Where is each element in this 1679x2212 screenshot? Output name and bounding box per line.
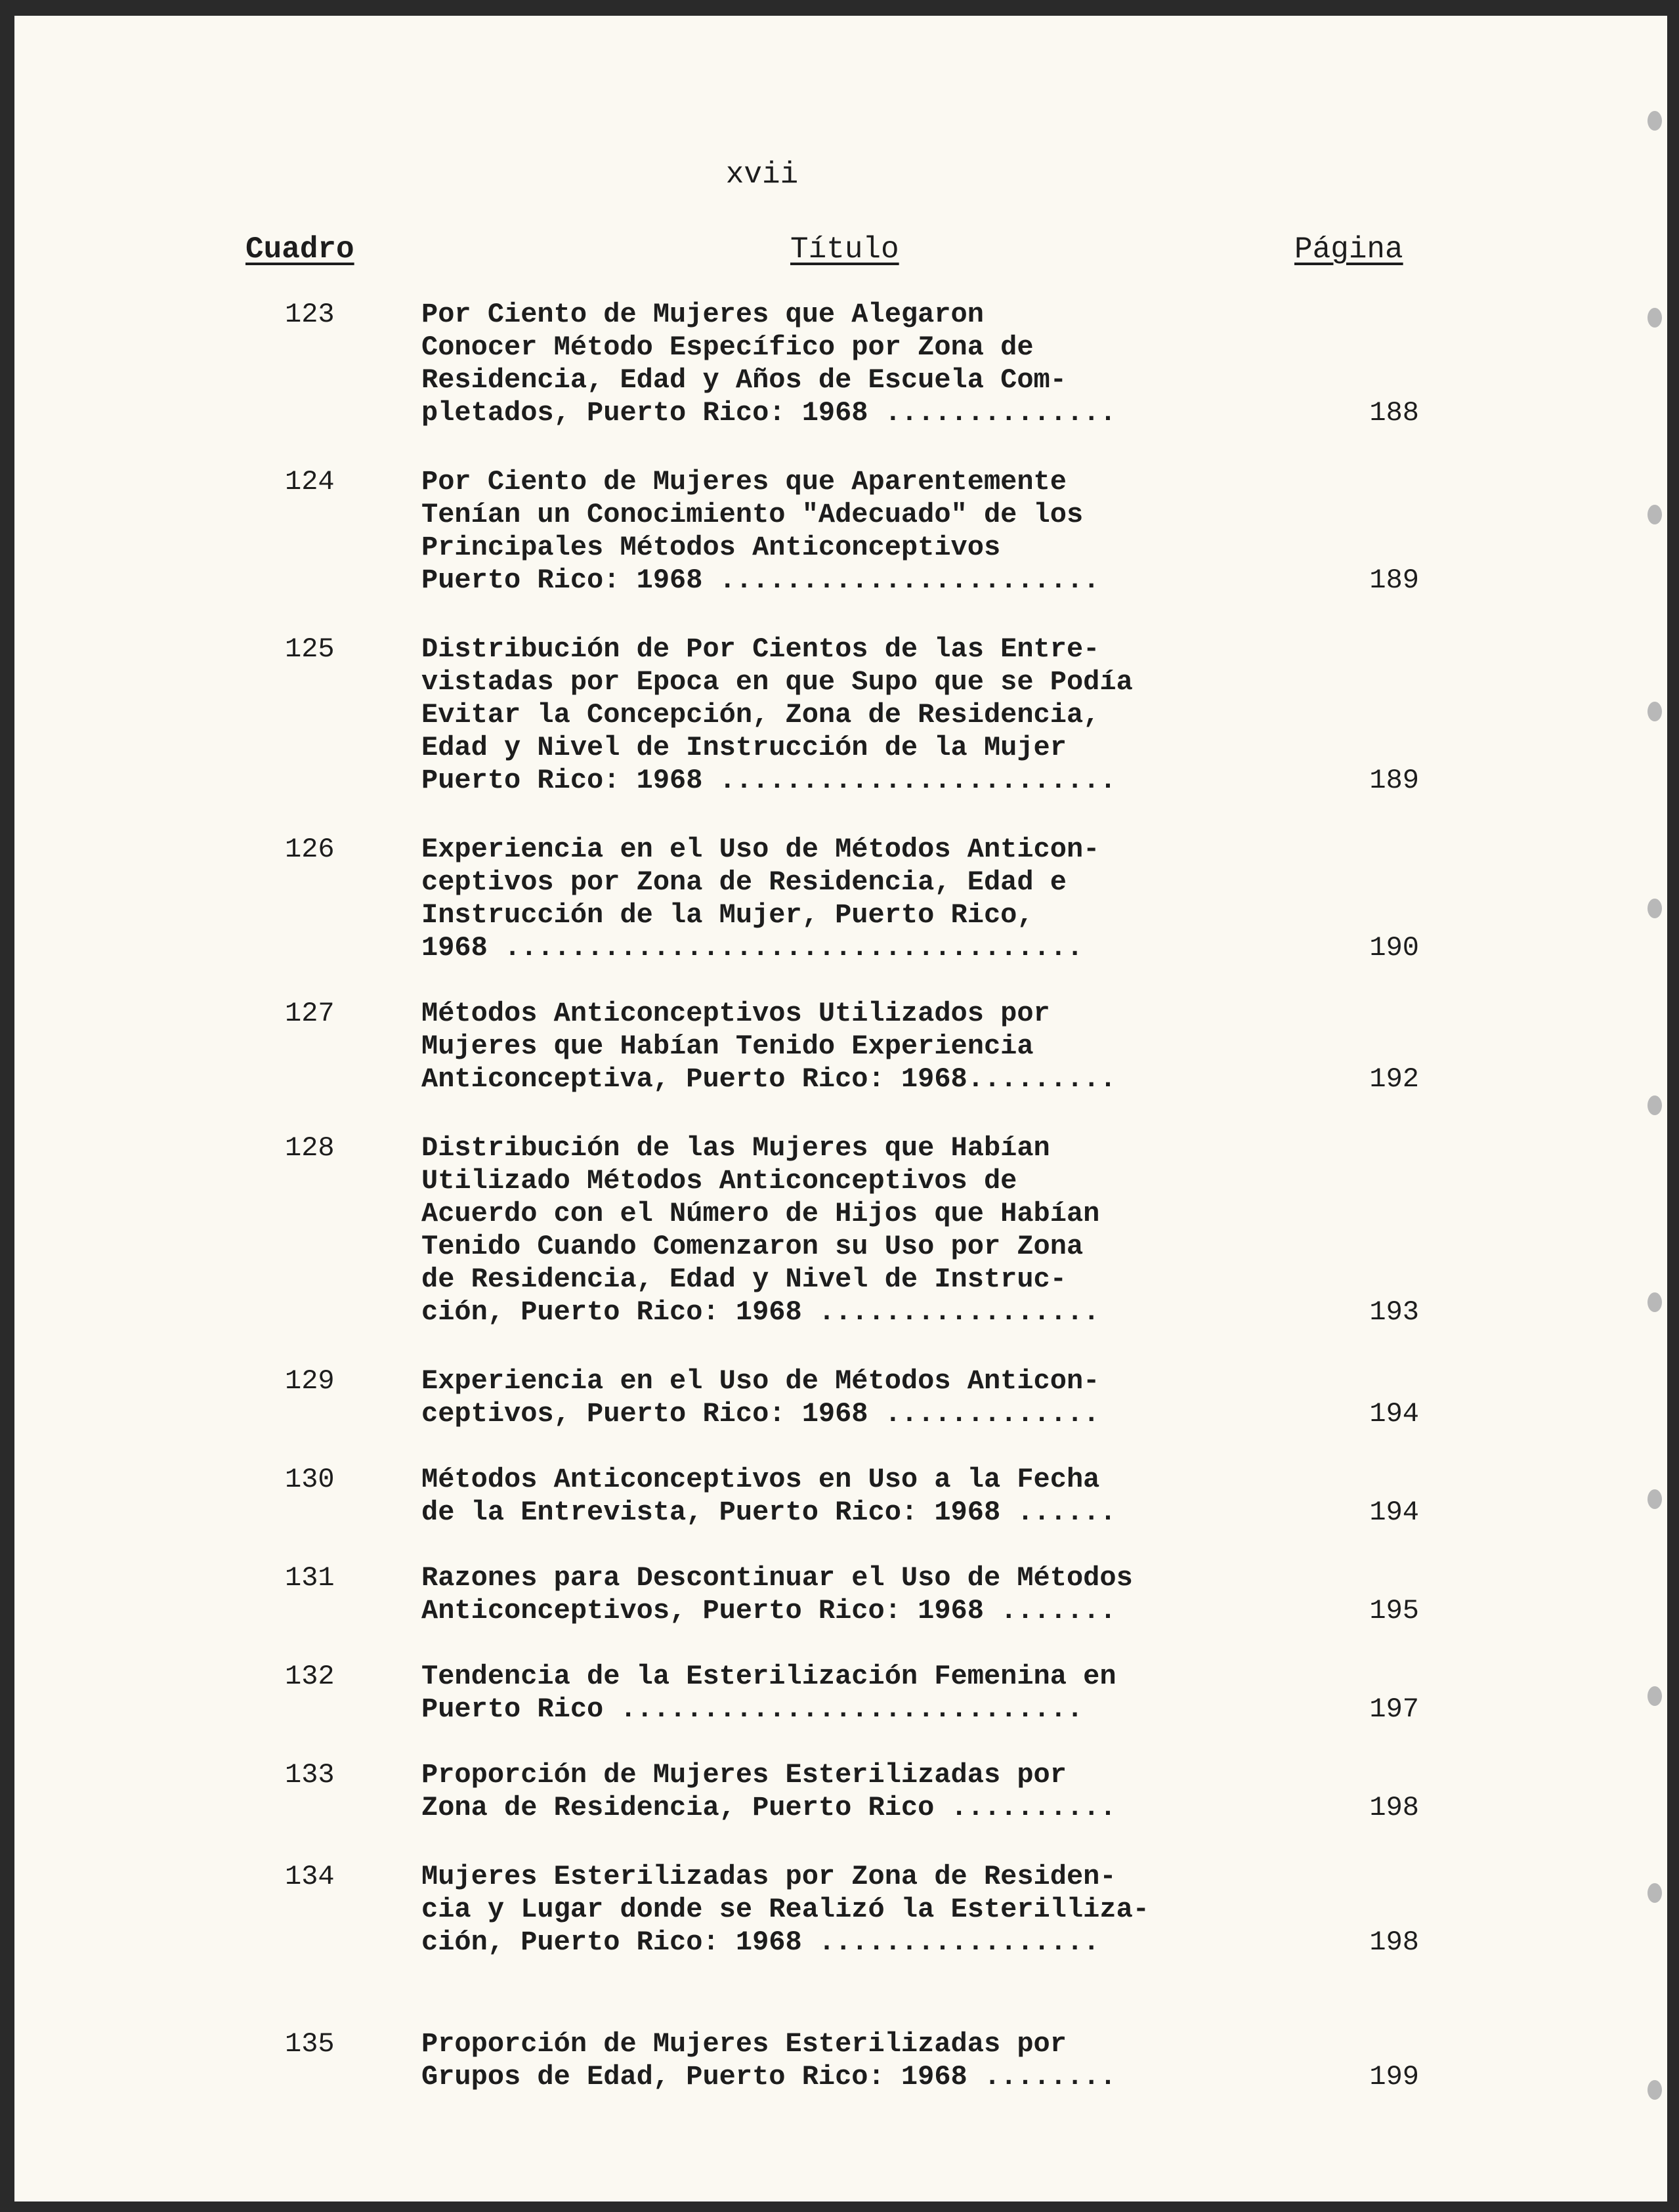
- entry-title: Por Ciento de Mujeres que Aparentemente Tenían un Conocimiento "Adecuado" de los Principales Métodos Anticonceptivos Puerto Rico: 1968 .......................: [421, 466, 1100, 596]
- entry-title: Distribución de Por Cientos de las Entre- vistadas por Epoca en que Supo que se Podía Evitar la Concepción, Zona de Residencia, Edad y Nivel de Instrucción de la Mujer Puerto Rico: 1968 ........................: [421, 633, 1133, 796]
- entry-title: Experiencia en el Uso de Métodos Anticon- ceptivos, Puerto Rico: 1968 .............: [421, 1365, 1100, 1430]
- binder-hole: [1647, 899, 1662, 918]
- entry-page: 194: [1369, 1497, 1419, 1528]
- entry-number: 135: [285, 2028, 335, 2060]
- entry-number: 131: [285, 1562, 335, 1594]
- entry-title: Tendencia de la Esterilización Femenina en Puerto Rico ............................: [421, 1661, 1116, 1725]
- entry-number: 133: [285, 1759, 335, 1791]
- entry-title: Distribución de las Mujeres que Habían Utilizado Métodos Anticonceptivos de Acuerdo con el Número de Hijos que Habían Tenido Cuando Comenzaron su Uso por Zona de Residencia, Edad y Nivel de Instruc- ción, Puerto Rico: 1968 .................: [421, 1132, 1100, 1328]
- entry-page: 188: [1369, 397, 1419, 429]
- entry-page: 195: [1369, 1595, 1419, 1627]
- entry-page: 199: [1369, 2061, 1419, 2093]
- entry-number: 126: [285, 834, 335, 865]
- entry-title: Métodos Anticonceptivos en Uso a la Fecha de la Entrevista, Puerto Rico: 1968 ......: [421, 1464, 1116, 1528]
- binder-hole: [1647, 702, 1662, 721]
- column-header-pagina: Página: [1294, 232, 1403, 266]
- entry-title: Razones para Descontinuar el Uso de Métodos Anticonceptivos, Puerto Rico: 1968 .......: [421, 1562, 1133, 1627]
- entry-page: 194: [1369, 1398, 1419, 1430]
- entry-page: 189: [1369, 765, 1419, 796]
- entry-page: 198: [1369, 1792, 1419, 1823]
- binder-hole: [1647, 308, 1662, 328]
- entry-page: 189: [1369, 564, 1419, 596]
- entry-title: Por Ciento de Mujeres que Alegaron Conocer Método Específico por Zona de Residencia, Edad y Años de Escuela Com- pletados, Puerto Rico: 1968 ..............: [421, 299, 1116, 429]
- entry-page: 197: [1369, 1693, 1419, 1725]
- entry-title: Experiencia en el Uso de Métodos Anticon- ceptivos por Zona de Residencia, Edad e Instrucción de la Mujer, Puerto Rico, 1968 ...................................: [421, 834, 1100, 964]
- entry-page: 190: [1369, 932, 1419, 964]
- binder-hole: [1647, 1686, 1662, 1706]
- entry-number: 130: [285, 1464, 335, 1495]
- entry-title: Proporción de Mujeres Esterilizadas por Zona de Residencia, Puerto Rico ..........: [421, 1759, 1116, 1823]
- entry-title: Mujeres Esterilizadas por Zona de Residen- cia y Lugar donde se Realizó la Esterilliza- ción, Puerto Rico: 1968 .................: [421, 1861, 1149, 1958]
- entry-number: 128: [285, 1132, 335, 1164]
- entry-number: 125: [285, 633, 335, 665]
- entry-number: 127: [285, 998, 335, 1029]
- entry-number: 124: [285, 466, 335, 498]
- binder-hole: [1647, 1883, 1662, 1903]
- entry-number: 129: [285, 1365, 335, 1397]
- binder-hole: [1647, 505, 1662, 524]
- column-header-titulo: Título: [790, 232, 899, 266]
- entry-number: 134: [285, 1861, 335, 1892]
- binder-hole: [1647, 1095, 1662, 1115]
- column-header-cuadro: Cuadro: [245, 232, 354, 266]
- entry-number: 132: [285, 1661, 335, 1692]
- entry-title: Métodos Anticonceptivos Utilizados por Mujeres que Habían Tenido Experiencia Anticonceptiva, Puerto Rico: 1968.........: [421, 998, 1116, 1095]
- page-number: xvii: [725, 158, 799, 192]
- binder-hole: [1647, 111, 1662, 131]
- entry-page: 192: [1369, 1063, 1419, 1095]
- binder-hole: [1647, 1292, 1662, 1312]
- entry-page: 198: [1369, 1926, 1419, 1958]
- binder-hole: [1647, 1489, 1662, 1509]
- document-page: [14, 16, 1667, 2201]
- entry-number: 123: [285, 299, 335, 330]
- entry-title: Proporción de Mujeres Esterilizadas por Grupos de Edad, Puerto Rico: 1968 ........: [421, 2028, 1116, 2093]
- entry-page: 193: [1369, 1296, 1419, 1328]
- binder-hole: [1647, 2080, 1662, 2100]
